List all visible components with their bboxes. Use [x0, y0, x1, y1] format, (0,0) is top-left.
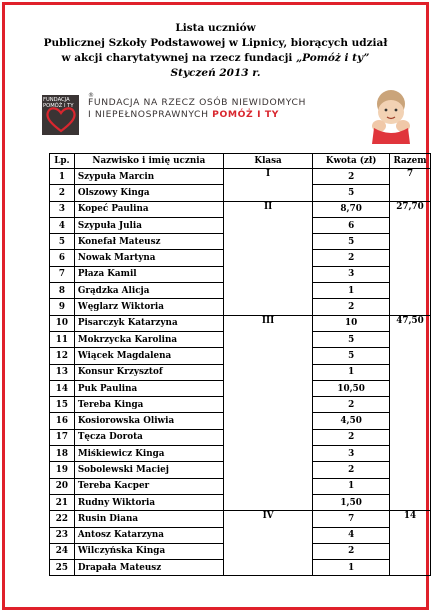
row-lp: 9: [50, 299, 75, 315]
foundation-name-accent: POMÓŻ I TY: [212, 109, 280, 120]
row-amount: 1: [313, 283, 390, 299]
foundation-name-line2: [88, 109, 358, 121]
table-row: [50, 511, 431, 527]
row-total: 47,50: [390, 315, 431, 511]
row-name: Wilczyńska Kinga: [74, 543, 223, 559]
row-amount: 2: [313, 462, 390, 478]
row-name: Miśkiewicz Kinga: [74, 446, 223, 462]
table-row: [50, 201, 431, 217]
header-lp: Lp.: [50, 154, 75, 169]
row-amount: 5: [313, 348, 390, 364]
row-amount: 1: [313, 364, 390, 380]
campaign-prefix: w akcji charytatywnej na rzecz fundacji: [61, 52, 297, 64]
pupils-table: [49, 153, 431, 576]
row-amount: 3: [313, 266, 390, 282]
header-total: Razem: [390, 154, 431, 169]
row-amount: 2: [313, 429, 390, 445]
row-amount: 1: [313, 560, 390, 576]
row-amount: 10: [313, 315, 390, 331]
foundation-name-line2-text: I NIEPEŁNOSPRAWNYCH: [88, 109, 213, 120]
row-total: 27,70: [390, 201, 431, 315]
foundation-name: [88, 97, 358, 121]
row-amount: 1,50: [313, 494, 390, 510]
header-amount: Kwota (zł): [313, 154, 390, 169]
row-name: Wiącek Magdalena: [74, 348, 223, 364]
row-amount: 3: [313, 446, 390, 462]
table-header-row: [50, 154, 431, 169]
row-total: 14: [390, 511, 431, 576]
row-name: Kosiorowska Oliwia: [74, 413, 223, 429]
row-lp: 19: [50, 462, 75, 478]
mascot-icon: [366, 88, 416, 144]
row-lp: 15: [50, 397, 75, 413]
document-title: Lista uczniów: [175, 22, 256, 34]
row-lp: 24: [50, 543, 75, 559]
row-lp: 11: [50, 331, 75, 347]
row-total: 7: [390, 169, 431, 202]
row-name: Konsur Krzysztof: [74, 364, 223, 380]
foundation-name-line1: FUNDACJA NA RZECZ OSÓB NIEWIDOMYCH: [88, 97, 307, 108]
document-header: [0, 21, 431, 81]
row-amount: 8,70: [313, 201, 390, 217]
row-name: Puk Paulina: [74, 380, 223, 396]
logo-text: FUNDACJA POMÓŻ I TY: [43, 97, 74, 109]
row-lp: 1: [50, 169, 75, 185]
row-lp: 3: [50, 201, 75, 217]
row-class: I: [223, 169, 312, 202]
row-lp: 14: [50, 380, 75, 396]
row-name: Płaza Kamil: [74, 266, 223, 282]
row-amount: 4: [313, 527, 390, 543]
row-name: Drapała Mateusz: [74, 560, 223, 576]
pupils-body: [50, 169, 431, 576]
row-lp: 2: [50, 185, 75, 201]
row-lp: 5: [50, 234, 75, 250]
row-name: Konefał Mateusz: [74, 234, 223, 250]
row-lp: 16: [50, 413, 75, 429]
row-amount: 5: [313, 185, 390, 201]
table-row: [50, 315, 431, 331]
row-amount: 7: [313, 511, 390, 527]
row-lp: 25: [50, 560, 75, 576]
row-class: II: [223, 201, 312, 315]
school-line: Publicznej Szkoły Podstawowej w Lipnicy, biorących udział: [43, 37, 388, 49]
row-amount: 2: [313, 543, 390, 559]
row-name: Rudny Wiktoria: [74, 494, 223, 510]
row-name: Olszowy Kinga: [74, 185, 223, 201]
row-name: Szypuła Marcin: [74, 169, 223, 185]
row-amount: 6: [313, 217, 390, 233]
row-amount: 5: [313, 331, 390, 347]
row-amount: 1: [313, 478, 390, 494]
row-lp: 18: [50, 446, 75, 462]
row-class: III: [223, 315, 312, 511]
header-class: Klasa: [223, 154, 312, 169]
row-lp: 8: [50, 283, 75, 299]
row-name: Antosz Katarzyna: [74, 527, 223, 543]
row-name: Grądzka Alicja: [74, 283, 223, 299]
row-lp: 13: [50, 364, 75, 380]
row-amount: 4,50: [313, 413, 390, 429]
row-lp: 21: [50, 494, 75, 510]
row-lp: 6: [50, 250, 75, 266]
registered-mark-icon: ®: [88, 92, 94, 99]
row-name: Nowak Martyna: [74, 250, 223, 266]
row-name: Tereba Kacper: [74, 478, 223, 494]
document-date: Styczeń 2013 r.: [170, 67, 261, 79]
row-amount: 2: [313, 250, 390, 266]
row-lp: 10: [50, 315, 75, 331]
row-name: Szypuła Julia: [74, 217, 223, 233]
row-lp: 12: [50, 348, 75, 364]
row-amount: 2: [313, 299, 390, 315]
row-lp: 4: [50, 217, 75, 233]
table-row: [50, 169, 431, 185]
campaign-line: [0, 51, 431, 66]
row-name: Pisarczyk Katarzyna: [74, 315, 223, 331]
row-name: Tereba Kinga: [74, 397, 223, 413]
foundation-logo: [42, 95, 79, 135]
row-lp: 20: [50, 478, 75, 494]
header-name: Nazwisko i imię ucznia: [74, 154, 223, 169]
row-amount: 2: [313, 397, 390, 413]
row-name: Rusin Diana: [74, 511, 223, 527]
row-name: Mokrzycka Karolina: [74, 331, 223, 347]
heart-icon: [45, 105, 77, 133]
row-name: Kopeć Paulina: [74, 201, 223, 217]
row-lp: 7: [50, 266, 75, 282]
row-lp: 17: [50, 429, 75, 445]
row-lp: 23: [50, 527, 75, 543]
campaign-name: „Pomóż i ty”: [296, 52, 370, 64]
row-amount: 5: [313, 234, 390, 250]
row-name: Tęcza Dorota: [74, 429, 223, 445]
row-name: Węglarz Wiktoria: [74, 299, 223, 315]
row-name: Sobolewski Maciej: [74, 462, 223, 478]
row-lp: 22: [50, 511, 75, 527]
row-amount: 2: [313, 169, 390, 185]
row-class: IV: [223, 511, 312, 576]
row-amount: 10,50: [313, 380, 390, 396]
